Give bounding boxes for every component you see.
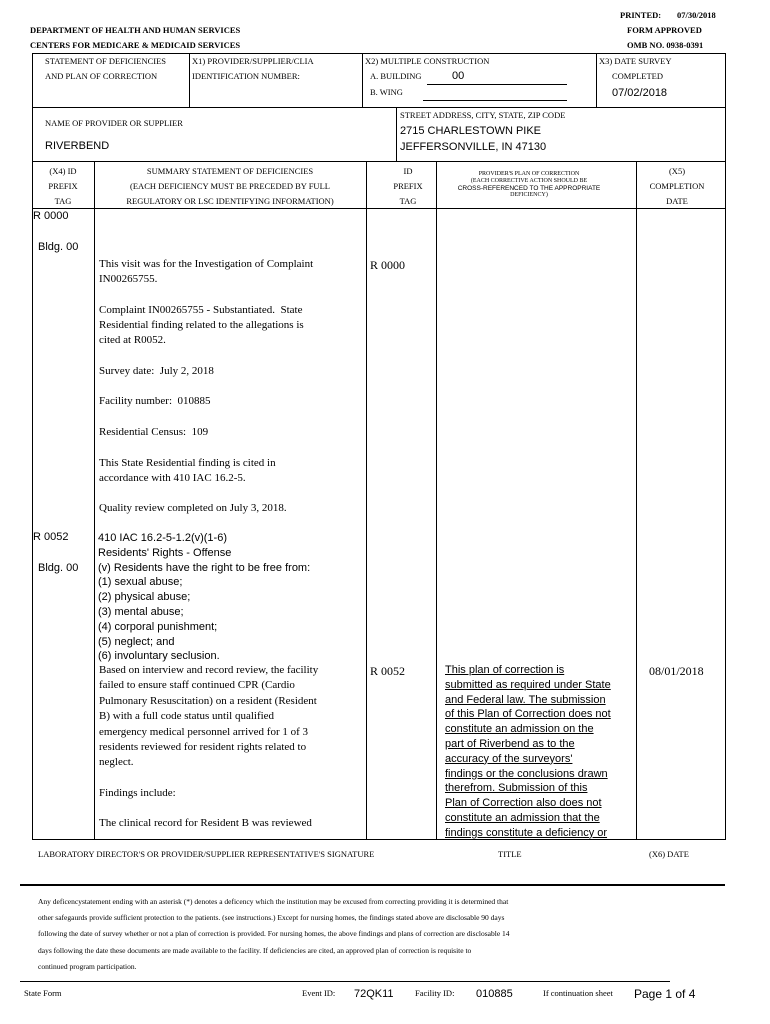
paragraph-facility-number: Facility number: 010885	[99, 395, 211, 407]
paragraph-findings-include: Findings include:	[99, 787, 176, 799]
building-tag-2: Bldg. 00	[38, 562, 79, 574]
x6-date-label: (X6) DATE	[649, 849, 689, 859]
plan-line: therefrom. Submission of this	[445, 782, 588, 795]
plan-line: findings or the conclusions drawn	[445, 767, 608, 780]
paragraph-survey-date: Survey date: July 2, 2018	[99, 365, 214, 377]
x4-header-line-2: PREFIX	[48, 181, 78, 191]
title-label: TITLE	[498, 849, 522, 859]
state-form-label: State Form	[24, 988, 62, 998]
provider-id-label-1: X1) PROVIDER/SUPPLIER/CLIA	[192, 56, 314, 66]
poc-header-line-4: DEFICIENCY)	[510, 192, 548, 198]
wing-label: B. WING	[370, 87, 403, 97]
event-id-label: Event ID:	[302, 988, 336, 998]
top-table-right-border	[725, 53, 726, 108]
paragraph-clinical-record: The clinical record for Resident B was reviewed	[99, 817, 312, 829]
top-table-bottom-border	[32, 107, 726, 108]
paragraph-findings-summary: Based on interview and record review, the facility failed to ensure staff continued CPR (Cardio Pulmonary Resuscitation) on a resident (Resident B) with a full code status until qualified emergency medical personnel arrived for 1 of 3 residents reviewed for resident rights related to neglect.	[99, 664, 319, 769]
building-value: 00	[452, 70, 465, 82]
plan-line: constitute an admission that the	[445, 811, 600, 824]
survey-date-value: 07/02/2018	[612, 87, 668, 99]
address-label: STREET ADDRESS, CITY, STATE, ZIP CODE	[400, 110, 566, 120]
summary-header	[94, 164, 366, 209]
top-table-divider-3	[596, 53, 597, 108]
body-right-border	[725, 161, 726, 840]
building-underline	[427, 84, 567, 85]
body-divider-x4	[94, 161, 95, 840]
id-prefix-header	[382, 164, 434, 209]
paragraph-state-finding: This State Residential finding is cited in accordance with 410 IAC 16.2-5.	[99, 457, 276, 484]
provider-name-label: NAME OF PROVIDER OR SUPPLIER	[45, 118, 183, 128]
top-table-divider-1	[189, 53, 190, 108]
x4-header-line-1: (X4) ID	[49, 166, 77, 176]
top-table-top-border	[32, 53, 726, 54]
date-survey-label: X3) DATE SURVEY	[599, 56, 672, 66]
facility-id-value: 010885	[476, 988, 513, 1000]
body-divider-id	[436, 161, 437, 840]
provider-row-divider	[396, 107, 397, 162]
disclaimer-text: Any deficencystatement ending with an asterisk (*) denotes a deficency which the institution may be excused from correcting providing it is determined that other safegaurds provide sufficient protection to the patients. (see instructions.) Except for nursing homes, the findings stated above are disclosable 90 days following the date of survey whether or not a plan of correction is provided. For nursing homes, the above findings and plans of correction are disclosable 14 days following the date these documents are made available to the facility. If deficiencies are cited, an approved plan of correction is requisite to continued program participation.	[38, 897, 510, 971]
summary-header-line-2: (EACH DEFICIENCY MUST BE PRECEDED BY FULL	[130, 181, 330, 191]
plan-line: and Federal law. The submission	[445, 693, 606, 706]
id-tag-r0000: R 0000	[370, 258, 406, 272]
plan-line: findings constitute a deficiency or	[445, 826, 608, 839]
provider-name-value: RIVERBEND	[45, 140, 110, 152]
x4-header-line-3: TAG	[54, 196, 72, 206]
statement-label-1: STATEMENT OF DEFICIENCIES	[45, 56, 167, 66]
plan-line: Plan of Correction also does not	[445, 797, 602, 810]
completion-date: 08/01/2018	[649, 664, 704, 678]
body-divider-summary	[366, 161, 367, 840]
top-table-divider-2	[362, 53, 363, 108]
plan-line: submitted as required under State	[445, 678, 611, 691]
poc-header-line-2: (EACH CORRECTIVE ACTION SHOULD BE	[470, 178, 588, 184]
centers-title: CENTERS FOR MEDICARE & MEDICAID SERVICES	[30, 40, 241, 50]
address-line-2: JEFFERSONVILLE, IN 47130	[400, 141, 547, 153]
summary-header-line-3: REGULATORY OR LSC IDENTIFYING INFORMATION)	[126, 196, 334, 206]
plan-of-correction-text	[445, 663, 611, 841]
id-header-line-2: PREFIX	[393, 181, 423, 191]
multiple-construction-label: X2) MULTIPLE CONSTRUCTION	[365, 56, 490, 66]
summary-header-line-1: SUMMARY STATEMENT OF DEFICIENCIES	[146, 166, 314, 176]
statement-label-2: AND PLAN OF CORRECTION	[45, 71, 158, 81]
plan-line: part of Riverbend as to the	[445, 737, 575, 750]
poc-header-line-3: CROSS-REFERENCED TO THE APPROPRIATE	[457, 185, 601, 192]
signature-label: LABORATORY DIRECTOR'S OR PROVIDER/SUPPLIER REPRESENTATIVE'S SIGNATURE	[38, 849, 375, 859]
body-left-border	[32, 161, 33, 840]
id-header-line-1: ID	[403, 166, 413, 176]
building-label: A. BUILDING	[370, 71, 422, 81]
disclaimer-bottom-rule	[20, 981, 670, 982]
department-title: DEPARTMENT OF HEALTH AND HUMAN SERVICES	[30, 25, 241, 35]
date-completed-label: COMPLETED	[612, 71, 663, 81]
continuation-label: If continuation sheet	[543, 988, 613, 998]
provider-id-label-2: IDENTIFICATION NUMBER:	[192, 71, 300, 81]
plan-line: accuracy of the surveyors'	[445, 752, 573, 765]
printed-label: PRINTED:	[620, 10, 662, 20]
building-tag-1: Bldg. 00	[38, 241, 79, 253]
paragraph-quality-review: Quality review completed on July 3, 2018.	[99, 502, 287, 514]
form-approved: FORM APPROVED	[627, 25, 702, 35]
paragraph-residential-census: Residential Census: 109	[99, 426, 209, 438]
x5-header-line-1: (X5)	[668, 166, 686, 176]
provider-row-right-border	[725, 107, 726, 162]
printed-date: 07/30/2018	[677, 10, 716, 20]
paragraph-complaint-substantiated: Complaint IN00265755 - Substantiated. State Residential finding related to the allegations is cited at R0052.	[99, 304, 304, 346]
x4-id-header	[32, 164, 94, 209]
plan-line: This plan of correction is	[445, 664, 565, 676]
x5-header-line-3: DATE	[666, 196, 688, 206]
address-line-1: 2715 CHARLESTOWN PIKE	[400, 125, 542, 137]
body-bottom-border	[32, 839, 726, 840]
id-header-line-3: TAG	[399, 196, 417, 206]
id-tag-r0052: R 0052	[370, 664, 406, 678]
poc-header-line-1: PROVIDER'S PLAN OF CORRECTION	[478, 171, 580, 177]
top-table-left-border	[32, 53, 33, 108]
provider-row-left-border	[32, 107, 33, 162]
tag-r0000: R 0000	[33, 210, 69, 222]
x5-header-line-2: COMPLETION	[649, 181, 705, 191]
wing-underline	[423, 100, 567, 101]
plan-line: of this Plan of Correction does not	[445, 708, 611, 721]
plan-of-correction-header	[438, 171, 620, 199]
regulation-text: 410 IAC 16.2-5-1.2(v)(1-6) Residents' Rights - Offense (v) Residents have the right to be free from: (1) sexual abuse; (2) physical abuse; (3) mental abuse; (4) corporal punishment; (5) neglect; and (6) involuntary seclusion.	[98, 532, 311, 663]
event-id-value: 72QK11	[354, 988, 394, 1000]
x5-completion-header	[636, 164, 718, 209]
omb-number: OMB NO. 0938-0391	[627, 40, 704, 50]
facility-id-label: Facility ID:	[415, 988, 455, 998]
tag-r0052: R 0052	[33, 531, 69, 543]
provider-row-bottom-border	[32, 161, 726, 162]
signature-bottom-rule	[20, 884, 725, 886]
page-number: Page 1 of 4	[634, 987, 696, 1001]
plan-line: constitute an admission on the	[445, 723, 594, 736]
body-divider-plan	[636, 161, 637, 840]
paragraph-complaint-visit: This visit was for the Investigation of Complaint IN00265755.	[99, 258, 314, 285]
